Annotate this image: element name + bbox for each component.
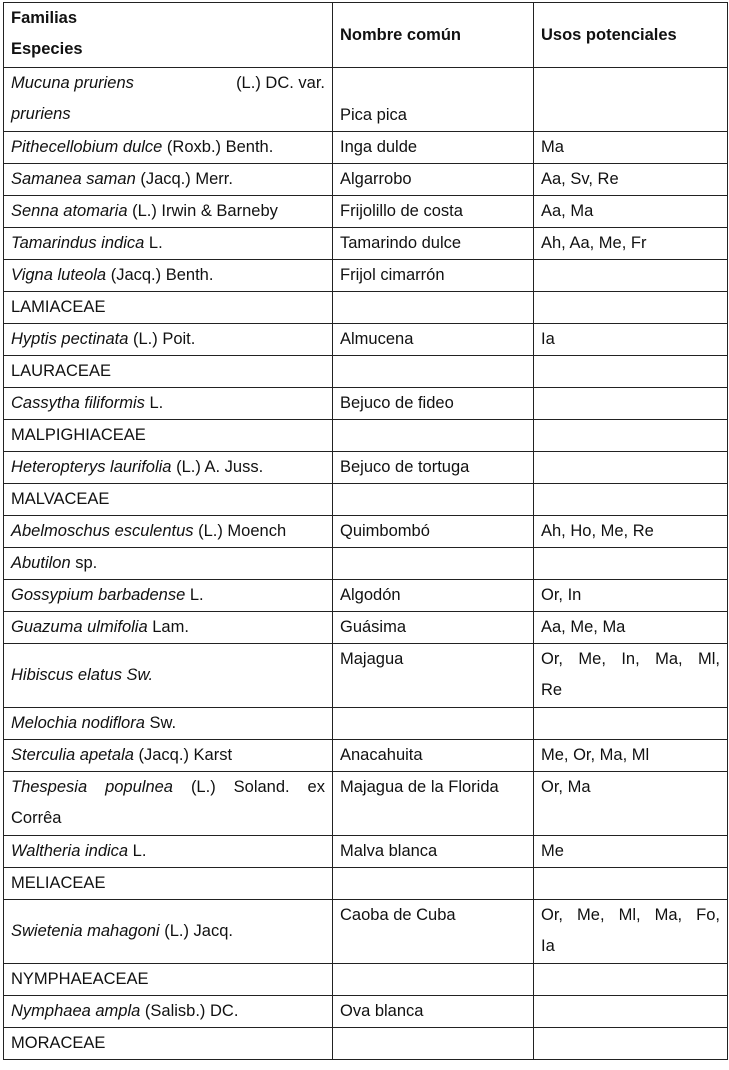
uses-cell: Ah, Aa, Me, Fr (534, 228, 728, 260)
common-name-cell: Ova blanca (333, 996, 534, 1028)
common-name-cell: Majagua (333, 644, 534, 708)
empty-cell (333, 964, 534, 996)
uses-cell (534, 452, 728, 484)
species-name: Swietenia mahagoni (11, 922, 160, 940)
common-name-cell (333, 548, 534, 580)
common-name-cell: Anacahuita (333, 740, 534, 772)
species-cell (4, 548, 333, 580)
species-cell (4, 612, 333, 644)
empty-cell (534, 420, 728, 452)
table-row (4, 900, 728, 964)
species-name: Hyptis pectinata (11, 330, 129, 348)
common-name-cell: Almucena (333, 324, 534, 356)
species-name: Melochia nodiflora (11, 714, 145, 732)
common-name-cell: Majagua de la Florida (333, 772, 534, 836)
table-row (4, 196, 728, 228)
table-header-row (4, 3, 728, 68)
common-name-cell: Algodón (333, 580, 534, 612)
family-row (4, 356, 728, 388)
uses-cell (534, 996, 728, 1028)
species-cell (4, 996, 333, 1028)
uses-cell: Aa, Me, Ma (534, 612, 728, 644)
header-usos-potenciales: Usos potenciales (534, 3, 728, 68)
family-row (4, 868, 728, 900)
species-author: (Jacq.) Karst (133, 746, 233, 764)
uses-cell (534, 388, 728, 420)
species-cell (4, 452, 333, 484)
common-name-cell: Frijol cimarrón (333, 260, 534, 292)
species-author: (L.) Moench (193, 522, 287, 540)
empty-cell (534, 484, 728, 516)
empty-cell (534, 964, 728, 996)
species-name-cont: pruriens (11, 105, 71, 123)
species-name: Hibiscus elatus Sw. (11, 666, 154, 684)
common-name-cell: Bejuco de fideo (333, 388, 534, 420)
common-name-cell: Tamarindo dulce (333, 228, 534, 260)
species-name: Samanea saman (11, 170, 136, 188)
family-name: MELIACEAE (4, 868, 333, 900)
species-cell (4, 260, 333, 292)
species-cell (4, 516, 333, 548)
species-author: (Jacq.) Merr. (135, 170, 233, 188)
species-cell (4, 740, 333, 772)
common-name-cell: Malva blanca (333, 836, 534, 868)
uses-cell: Aa, Ma (534, 196, 728, 228)
species-name: Nymphaea ampla (11, 1002, 141, 1020)
table-row (4, 644, 728, 708)
species-cell (4, 900, 333, 964)
empty-cell (534, 356, 728, 388)
table-row (4, 996, 728, 1028)
species-cell (4, 772, 333, 836)
species-cell (4, 388, 333, 420)
table-row (4, 260, 728, 292)
species-author: (L.) Irwin & Barneby (127, 202, 278, 220)
table-row (4, 324, 728, 356)
species-name: Cassytha filiformis (11, 394, 145, 412)
empty-cell (534, 1028, 728, 1060)
species-cell (4, 228, 333, 260)
species-cell (4, 68, 333, 132)
table-row (4, 740, 728, 772)
species-author: Sw. (144, 714, 177, 732)
family-row (4, 292, 728, 324)
common-name-cell (333, 708, 534, 740)
header-nombre-comun: Nombre común (333, 3, 534, 68)
table-row (4, 228, 728, 260)
species-name: Sterculia apetala (11, 746, 134, 764)
family-name: NYMPHAEACEAE (4, 964, 333, 996)
common-name-cell: Bejuco de tortuga (333, 452, 534, 484)
species-name: Abutilon (11, 554, 71, 572)
uses-cell: Aa, Sv, Re (534, 164, 728, 196)
species-cell (4, 644, 333, 708)
uses-cell (534, 68, 728, 132)
uses-cell: Ma (534, 132, 728, 164)
empty-cell (534, 292, 728, 324)
table-row (4, 452, 728, 484)
species-name: Vigna luteola (11, 266, 107, 284)
species-name: Abelmoschus esculentus (11, 522, 194, 540)
common-name-cell: Pica pica (333, 68, 534, 132)
uses-cell: Or, Me, In, Ma, Ml, Re (534, 644, 728, 708)
species-name: Mucuna pruriens (11, 74, 134, 92)
species-author: L. (185, 586, 204, 604)
table-row (4, 772, 728, 836)
species-name: Tamarindus indica (11, 234, 145, 252)
empty-cell (534, 868, 728, 900)
species-author: (L.) Jacq. (159, 922, 233, 940)
species-cell (4, 196, 333, 228)
species-name: Gossypium barbadense (11, 586, 186, 604)
family-row (4, 484, 728, 516)
species-name: Waltheria indica (11, 842, 129, 860)
species-author: (Salisb.) DC. (140, 1002, 239, 1020)
family-name: MALVACEAE (4, 484, 333, 516)
species-author: L. (144, 394, 164, 412)
uses-cell (534, 708, 728, 740)
common-name-cell: Frijolillo de costa (333, 196, 534, 228)
empty-cell (333, 292, 534, 324)
table-row (4, 516, 728, 548)
family-name: LAURACEAE (4, 356, 333, 388)
empty-cell (333, 484, 534, 516)
family-row (4, 1028, 728, 1060)
species-author: (L.) DC. var. (236, 74, 325, 92)
species-author: L. (144, 234, 163, 252)
species-author: Lam. (147, 618, 189, 636)
header-familias-especies (4, 3, 333, 68)
table-row (4, 68, 728, 132)
species-name: Senna atomaria (11, 202, 128, 220)
table-row (4, 548, 728, 580)
family-name: LAMIACEAE (4, 292, 333, 324)
species-author: (Roxb.) Benth. (162, 138, 274, 156)
species-cell (4, 132, 333, 164)
species-cell (4, 164, 333, 196)
family-name: MORACEAE (4, 1028, 333, 1060)
table-row (4, 132, 728, 164)
species-table (3, 2, 728, 1060)
species-author: L. (128, 842, 147, 860)
table-row (4, 580, 728, 612)
species-author: (Jacq.) Benth. (106, 266, 214, 284)
common-name-cell: Guásima (333, 612, 534, 644)
uses-cell (534, 548, 728, 580)
empty-cell (333, 420, 534, 452)
species-author: (L.) Poit. (128, 330, 196, 348)
table-row (4, 836, 728, 868)
common-name-cell: Inga dulde (333, 132, 534, 164)
empty-cell (333, 868, 534, 900)
uses-cell: Me (534, 836, 728, 868)
uses-cell: Me, Or, Ma, Ml (534, 740, 728, 772)
table-row (4, 708, 728, 740)
species-name: Pithecellobium dulce (11, 138, 163, 156)
common-name-cell: Algarrobo (333, 164, 534, 196)
species-author: (L.) A. Juss. (171, 458, 264, 476)
uses-cell: Or, Ma (534, 772, 728, 836)
uses-cell: Or, Me, Ml, Ma, Fo, Ia (534, 900, 728, 964)
uses-cell: Ah, Ho, Me, Re (534, 516, 728, 548)
species-name: Thespesia populnea (11, 778, 173, 796)
species-name: Guazuma ulmifolia (11, 618, 148, 636)
species-cell (4, 324, 333, 356)
table-row (4, 612, 728, 644)
family-row (4, 964, 728, 996)
common-name-cell: Caoba de Cuba (333, 900, 534, 964)
empty-cell (333, 1028, 534, 1060)
table-row (4, 164, 728, 196)
species-name: Heteropterys laurifolia (11, 458, 172, 476)
table-row (4, 388, 728, 420)
family-name: MALPIGHIACEAE (4, 420, 333, 452)
species-author: (L.) Soland. ex Corrêa (11, 778, 325, 827)
uses-cell: Or, In (534, 580, 728, 612)
common-name-cell: Quimbombó (333, 516, 534, 548)
uses-cell: Ia (534, 324, 728, 356)
species-author: sp. (70, 554, 98, 572)
species-cell (4, 708, 333, 740)
species-cell (4, 580, 333, 612)
family-row (4, 420, 728, 452)
header-familias: Familias (11, 9, 78, 27)
empty-cell (333, 356, 534, 388)
species-cell (4, 836, 333, 868)
uses-cell (534, 260, 728, 292)
header-especies: Especies (11, 40, 83, 58)
